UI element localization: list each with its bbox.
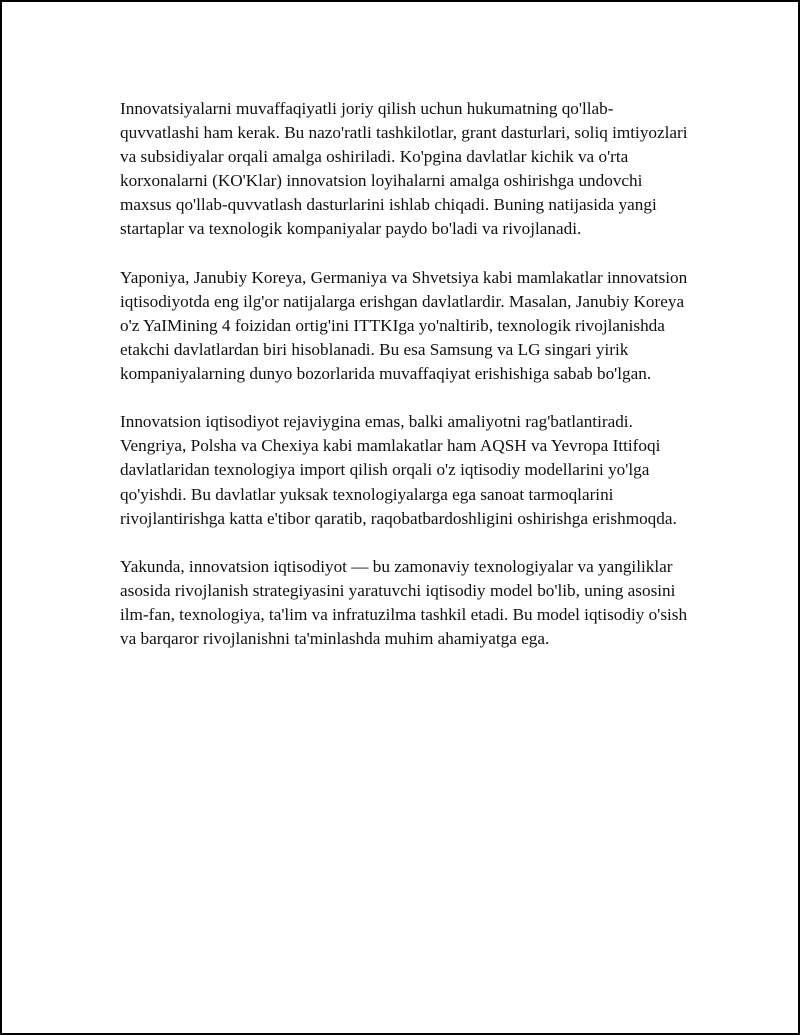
document-body — [120, 97, 690, 675]
paragraph-practice-incentives: Innovatsion iqtisodiyot rejaviygina emas, balki amaliyotni rag'batlantiradi. Vengriya, Polsha va Chexiya kabi mamlakatlar ham AQSH va Yevropa Ittifoqi davlatlaridan texnologiya import qilish orqali o'z iqtisodiy modellarini yo'lga qo'yishdi. Bu davlatlar yuksak texnologiyalarga ega sanoat tarmoqlarini rivojlantirishga katta e'tibor qaratib, raqobatbardoshligini oshirishga erishmoqda. — [120, 412, 677, 528]
paragraph-leading-countries: Yaponiya, Janubiy Koreya, Germaniya va Shvetsiya kabi mamlakatlar innovatsion iqtisodiyotda eng ilg'or natijalarga erishgan davlatlardir. Masalan, Janubiy Koreya o'z YaIMining 4 foizidan ortig'ini ITTKIga yo'naltirib, texnologik rivojlanishda etakchi davlatlardan biri hisoblanadi. Bu esa Samsung va LG singari yirik kompaniyalarning dunyo bozorlarida muvaffaqiyat erishishiga sabab bo'lgan. — [120, 267, 688, 384]
paragraph-conclusion: Yakunda, innovatsion iqtisodiyot — bu zamonaviy texnologiyalar va yangiliklar asosida rivojlanish strategiyasini yaratuvchi iqtisodiy model bo'lib, uning asosini ilm-fan, texnologiya, ta'lim va infratuzilma tashkil etadi. Bu model iqtisodiy o'sish va barqaror rivojlanishni ta'minlashda muhim ahamiyatga ega. — [120, 556, 688, 649]
paragraph-government-support: Innovatsiyalarni muvaffaqiyatli joriy qilish uchun hukumatning qo'llab-quvvatlashi ham kerak. Bu nazo'ratli tashkilotlar, grant dasturlari, soliq imtiyozlari va subsidiyalar orqali amalga oshiriladi. Ko'pgina davlatlar kichik va o'rta korxonalarni (KO'Klar) innovatsion loyihalarni amalga oshirishga undovchi maxsus qo'llab-quvvatlash dasturlarini ishlab chiqadi. Buning natijasida yangi startaplar va texnologik kompaniyalar paydo bo'ladi va rivojlanadi. — [120, 99, 688, 239]
